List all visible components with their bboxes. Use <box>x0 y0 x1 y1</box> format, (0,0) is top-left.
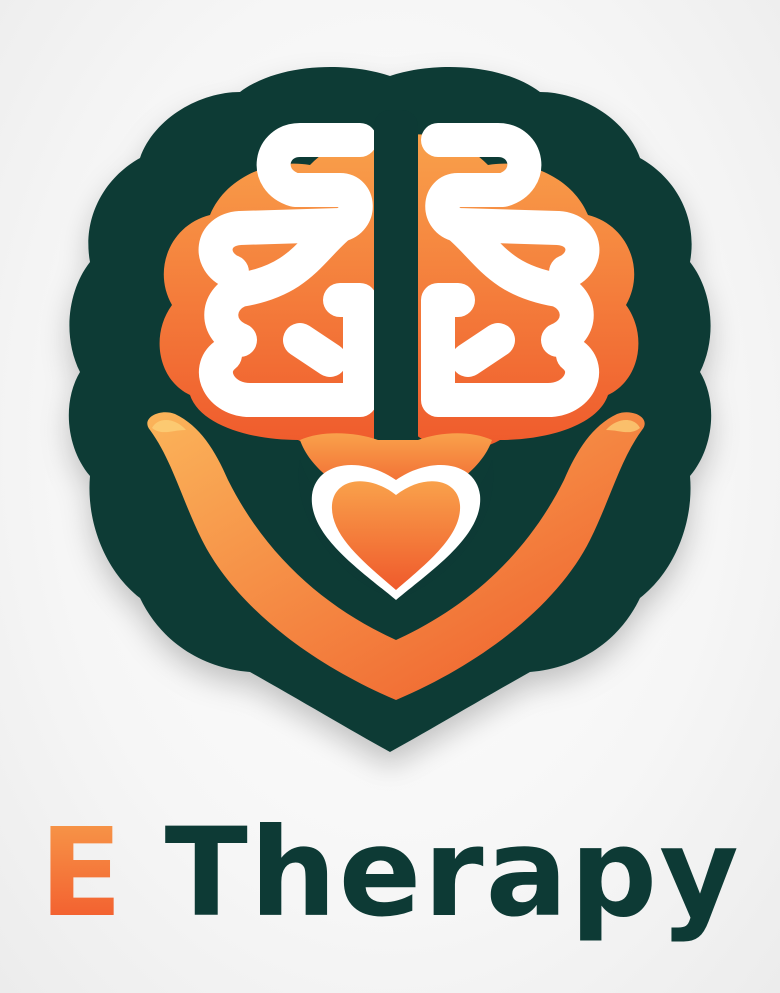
brand-name-part2: Therapy <box>164 802 741 944</box>
brand-wordmark <box>0 802 780 993</box>
brand-name-part1: E <box>39 802 125 944</box>
brain-divider <box>374 110 418 460</box>
